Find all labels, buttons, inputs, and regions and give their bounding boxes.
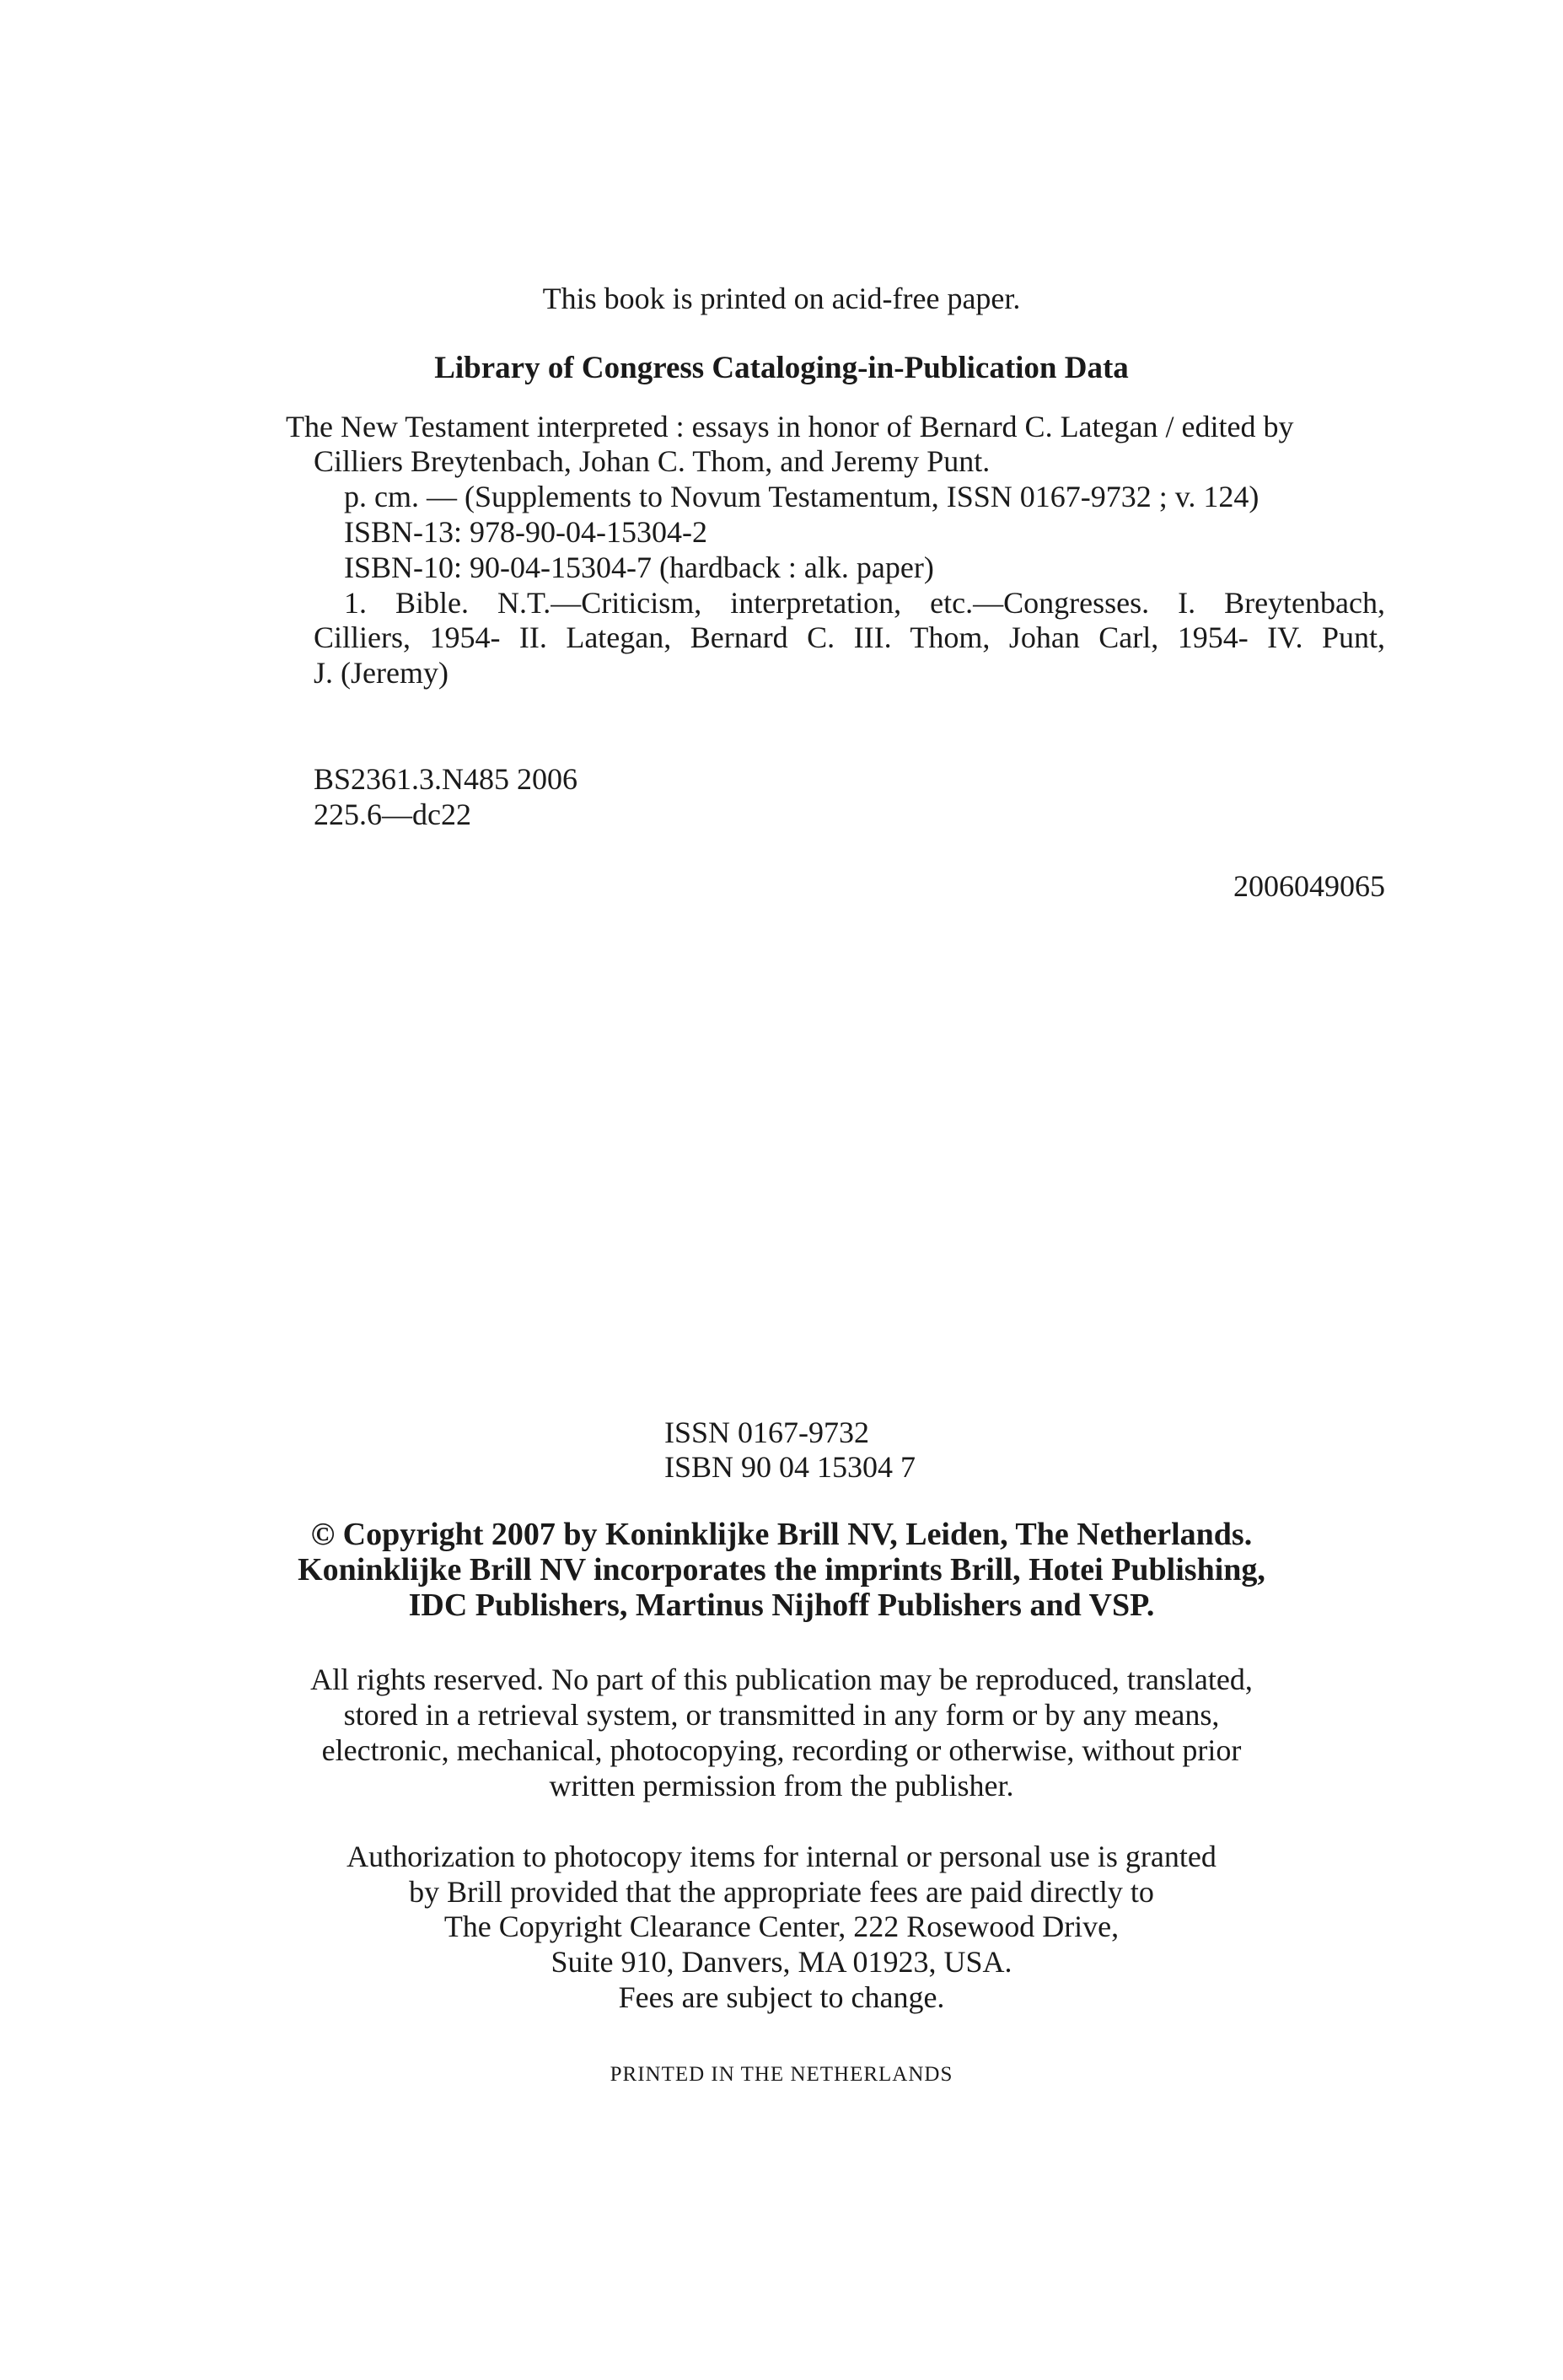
cip-heading: Library of Congress Cataloging-in-Publication Data bbox=[434, 351, 1129, 385]
isbn: ISBN 90 04 15304 7 bbox=[664, 1450, 916, 1484]
cip-line-4: ISBN-13: 978-90-04-15304-2 bbox=[344, 515, 707, 549]
acid-free-note: This book is printed on acid-free paper. bbox=[542, 282, 1021, 315]
authorization-line-5: Fees are subject to change. bbox=[618, 1980, 945, 2014]
copyright-line-1: © Copyright 2007 by Koninklijke Brill NV, Leiden, The Netherlands. bbox=[310, 1517, 1253, 1552]
cip-line-5: ISBN-10: 90-04-15304-7 (hardback : alk. paper) bbox=[344, 551, 934, 584]
cip-line-2: Cilliers Breytenbach, Johan C. Thom, and Jeremy Punt. bbox=[314, 444, 991, 478]
cip-line-3: p. cm. — (Supplements to Novum Testamentum, ISSN 0167-9732 ; v. 124) bbox=[344, 480, 1260, 513]
cip-line-7: Cilliers, 1954- II. Lategan, Bernard C. III. Thom, Johan Carl, 1954- IV. Punt, bbox=[314, 621, 1385, 654]
cip-line-8: J. (Jeremy) bbox=[314, 656, 448, 690]
call-number: BS2361.3.N485 2006 bbox=[314, 762, 578, 796]
rights-line-4: written permission from the publisher. bbox=[549, 1769, 1014, 1802]
cip-line-6: 1. Bible. N.T.—Criticism, interpretation, etc.—Congresses. I. Breytenbach, bbox=[344, 586, 1385, 620]
dewey-number: 225.6—dc22 bbox=[314, 798, 471, 831]
lccn: 2006049065 bbox=[1233, 869, 1385, 903]
rights-line-2: stored in a retrieval system, or transmitted in any form or by any means, bbox=[343, 1698, 1220, 1732]
copyright-line-2: Koninklijke Brill NV incorporates the imprints Brill, Hotei Publishing, bbox=[298, 1552, 1265, 1588]
authorization-line-2: by Brill provided that the appropriate fees are paid directly to bbox=[409, 1875, 1154, 1909]
authorization-line-4: Suite 910, Danvers, MA 01923, USA. bbox=[551, 1945, 1012, 1979]
authorization-line-3: The Copyright Clearance Center, 222 Rosewood Drive, bbox=[443, 1910, 1120, 1943]
rights-line-1: All rights reserved. No part of this publication may be reproduced, translated, bbox=[310, 1663, 1253, 1696]
issn: ISSN 0167-9732 bbox=[664, 1416, 870, 1449]
authorization-line-1: Authorization to photocopy items for internal or personal use is granted bbox=[346, 1840, 1217, 1873]
cip-line-1: The New Testament interpreted : essays in honor of Bernard C. Lategan / edited by bbox=[286, 410, 1294, 443]
copyright-line-3: IDC Publishers, Martinus Nijhoff Publishers and VSP. bbox=[408, 1588, 1155, 1623]
rights-line-3: electronic, mechanical, photocopying, recording or otherwise, without prior bbox=[321, 1733, 1242, 1767]
printed-in: PRINTED IN THE NETHERLANDS bbox=[610, 2063, 953, 2086]
